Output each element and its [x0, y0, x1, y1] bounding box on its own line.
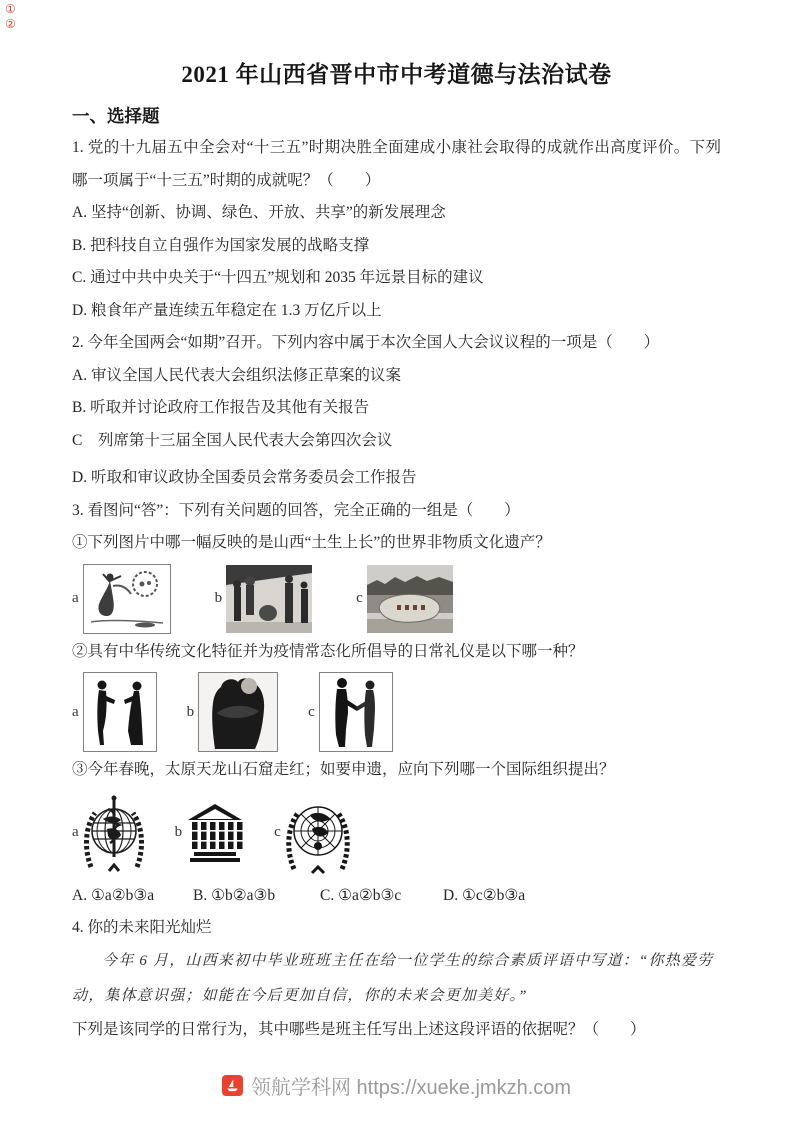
q2-stem: 2. 今年全国两会“如期”召开。下列内容中属于本次全国人大会议议程的一项是（ ） — [72, 334, 660, 351]
un-emblem-icon — [285, 791, 351, 875]
q3-option-d: D. ①c②b③a — [443, 886, 526, 904]
image-option-c — [356, 565, 453, 633]
image-label: a — [72, 703, 79, 720]
image-option-a — [72, 672, 157, 752]
q3-image-row-2 — [72, 672, 721, 752]
site-logo — [222, 1075, 243, 1096]
corner-marks — [5, 2, 16, 32]
q2-option-d: D. 听取和审议政协全国委员会常务委员会工作报告 — [72, 469, 417, 486]
q1-option-c: C. 通过中共中央关于“十四五”规划和 2035 年远景目标的建议 — [72, 269, 484, 286]
q2-option-a: A. 审议全国人民代表大会组织法修正草案的议案 — [72, 366, 401, 384]
image-label: b — [214, 590, 223, 606]
q1-option-b: B. 把科技自立自强作为国家发展的战略支撑 — [72, 236, 370, 254]
q3-subquestion-1: ①下列图片中哪一幅反映的是山西“土生上长”的世界非物质文化遗产？ — [72, 534, 551, 551]
q4-stem: 4. 你的未来阳光灿烂 — [72, 918, 212, 936]
hug-photo-image — [198, 672, 278, 752]
image-option-b — [215, 565, 313, 633]
q2-option-c: C 列席第十三届全国人民代表大会第四次会议 — [72, 431, 393, 449]
image-label: c — [308, 703, 315, 720]
section-heading: 一、选择题 — [72, 106, 160, 126]
image-label: a — [72, 590, 79, 606]
image-label: c — [274, 824, 281, 840]
q3-stem: 3. 看图问“答”：下列有关问题的回答，完全正确的一组是（ ） — [72, 501, 520, 519]
q4-question-line: 下列是该同学的日常行为，其中哪些是班主任写出上述这段评语的依据呢？（ ） — [72, 1021, 646, 1038]
image-label: c — [356, 590, 363, 606]
q1-option-d: D. 粮食年产量连续五年稳定在 1.3 万亿斤以上 — [72, 301, 382, 319]
who-emblem-icon — [83, 791, 145, 875]
q4-teacher-comment: 今年 6 月，山西来初中毕业班班主任在给一位学生的综合素质评语中写道：“你热爱劳动，集体意识强；如能在今后更加自信，你的未来会更加美好。” — [72, 953, 714, 1004]
q1-option-a: A. 坚持“创新、协调、绿色、开放、共享”的新发展理念 — [72, 204, 446, 221]
corner-mark-2: ② — [5, 17, 16, 31]
q3-option-c: C. ①a②b③c — [320, 886, 402, 904]
page-title: 2021 年山西省晋中市中考道德与法治试卷 — [181, 62, 612, 87]
q1-stem: 1. 党的十九届五中全会对“十三五”时期决胜全面建成小康社会取得的成就作出高度评价。下列哪一项属于“十三五”时期的成就呢？（ ） — [72, 139, 721, 189]
puppet-show-photo-image — [226, 565, 312, 633]
folk-opera-drawing-image — [83, 564, 171, 634]
image-option-b — [187, 672, 279, 752]
q3-subquestion-2: ②具有中华传统文化特征并为疫情常态化所倡导的日常礼仪是以下哪一种？ — [72, 642, 584, 660]
watermark-footer — [0, 1071, 793, 1100]
image-option-c — [274, 791, 351, 875]
inscribed-stone-photo-image — [367, 565, 453, 633]
q3-option-b: B. ①b②a③b — [193, 886, 276, 904]
watermark-text: 领航学科网 https://xueke.jmkzh.com — [250, 1077, 572, 1099]
image-label: b — [174, 824, 183, 840]
q3-image-row-3 — [72, 791, 721, 875]
fist-palm-salute-photo-image — [83, 672, 157, 752]
q3-image-row-1 — [72, 564, 721, 634]
q3-options-row — [72, 884, 721, 908]
q3-subquestion-3: ③今年春晚，太原天龙山石窟走红；如要申遗，应向下列哪一个国际组织提出？ — [72, 761, 615, 778]
image-option-a — [72, 564, 171, 634]
image-option-a — [72, 791, 145, 875]
image-label: b — [186, 703, 195, 720]
image-option-b — [175, 802, 245, 864]
unesco-emblem-icon — [186, 802, 244, 864]
handshake-photo-image — [319, 672, 393, 752]
corner-mark-1: ① — [5, 2, 16, 16]
image-option-c — [308, 672, 393, 752]
image-label: a — [72, 824, 79, 840]
q2-option-b: B. 听取并讨论政府工作报告及其他有关报告 — [72, 399, 370, 416]
q3-option-a: A. ①a②b③a — [72, 886, 155, 904]
sailboat-icon — [225, 1078, 240, 1093]
